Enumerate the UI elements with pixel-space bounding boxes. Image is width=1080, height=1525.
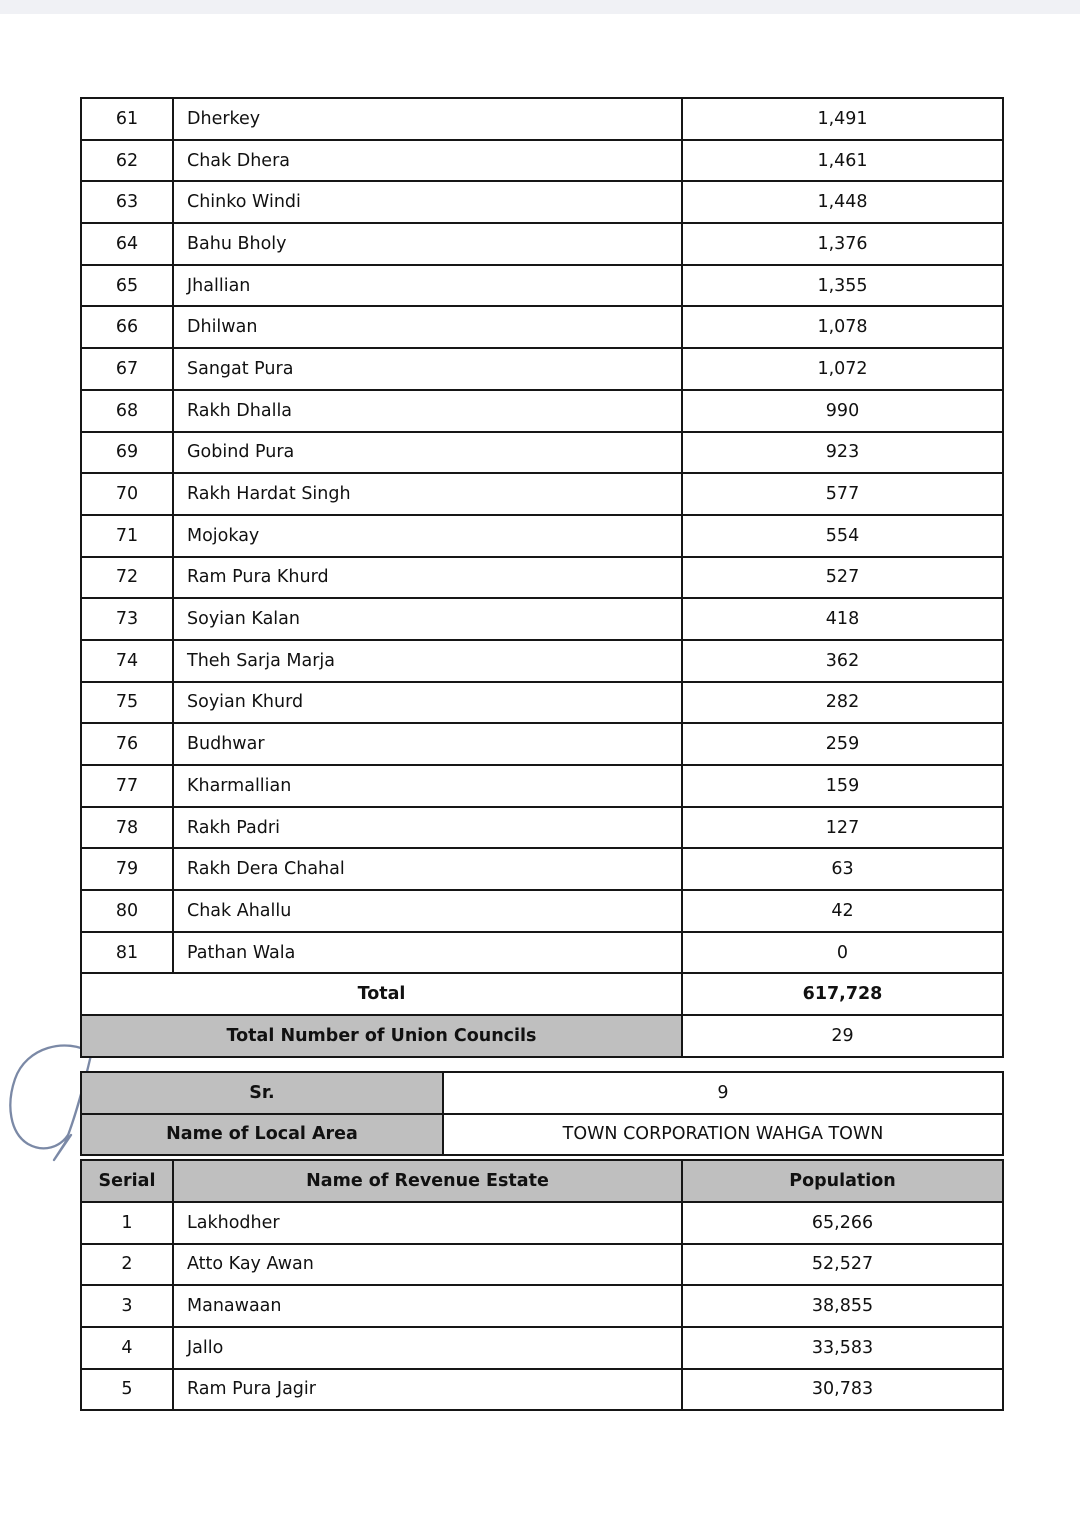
revenue-estate-name-cell: Ram Pura Khurd: [173, 557, 682, 599]
revenue-estate-name-cell: Pathan Wala: [173, 932, 682, 974]
sr-value: 9: [443, 1072, 1003, 1114]
table-row: [81, 390, 1003, 432]
population-cell: 38,855: [682, 1285, 1003, 1327]
revenue-estate-name-cell: Jallo: [173, 1327, 682, 1369]
table-row: [81, 557, 1003, 599]
table-row: [81, 723, 1003, 765]
revenue-estate-name-cell: Dherkey: [173, 98, 682, 140]
revenue-estate-name-cell: Ram Pura Jagir: [173, 1369, 682, 1411]
serial-cell: 80: [81, 890, 173, 932]
table-row: [81, 1369, 1003, 1411]
total-label: Total: [81, 973, 682, 1015]
revenue-estate-name-cell: Lakhodher: [173, 1202, 682, 1244]
population-cell: 259: [682, 723, 1003, 765]
serial-cell: 64: [81, 223, 173, 265]
population-cell: 990: [682, 390, 1003, 432]
population-cell: 1,376: [682, 223, 1003, 265]
revenue-estate-name-cell: Dhilwan: [173, 306, 682, 348]
revenue-estate-name-cell: Soyian Khurd: [173, 682, 682, 724]
table-row: [81, 890, 1003, 932]
revenue-estate-name-cell: Mojokay: [173, 515, 682, 557]
revenue-estate-name-cell: Sangat Pura: [173, 348, 682, 390]
revenue-estate-name-cell: Jhallian: [173, 265, 682, 307]
population-cell: 418: [682, 598, 1003, 640]
table-row: [81, 682, 1003, 724]
serial-cell: 62: [81, 140, 173, 182]
serial-cell: 4: [81, 1327, 173, 1369]
union-councils-row: [81, 1015, 1003, 1057]
serial-cell: 3: [81, 1285, 173, 1327]
population-cell: 0: [682, 932, 1003, 974]
table-row: [81, 432, 1003, 474]
serial-cell: 5: [81, 1369, 173, 1411]
revenue-estate-name-cell: Chak Dhera: [173, 140, 682, 182]
revenue-estate-name-cell: Rakh Dhalla: [173, 390, 682, 432]
serial-cell: 75: [81, 682, 173, 724]
sr-label: Sr.: [81, 1072, 443, 1114]
serial-cell: 63: [81, 181, 173, 223]
table-row: [81, 1244, 1003, 1286]
population-cell: 1,355: [682, 265, 1003, 307]
population-cell: 33,583: [682, 1327, 1003, 1369]
local-area-value: TOWN CORPORATION WAHGA TOWN: [443, 1114, 1003, 1156]
table-row: [81, 1327, 1003, 1369]
serial-cell: 69: [81, 432, 173, 474]
population-cell: 127: [682, 807, 1003, 849]
table-row: [81, 223, 1003, 265]
local-area-row: [81, 1114, 1003, 1156]
total-row: [81, 973, 1003, 1015]
population-cell: 159: [682, 765, 1003, 807]
serial-cell: 77: [81, 765, 173, 807]
table-row: [81, 515, 1003, 557]
table-row: [81, 306, 1003, 348]
table-row: [81, 848, 1003, 890]
population-cell: 1,491: [682, 98, 1003, 140]
population-cell: 1,072: [682, 348, 1003, 390]
serial-cell: 68: [81, 390, 173, 432]
revenue-estate-name-cell: Rakh Padri: [173, 807, 682, 849]
top-strip: [0, 0, 1080, 14]
total-value: 617,728: [682, 973, 1003, 1015]
population-table-continued: [80, 97, 1004, 1058]
population-cell: 1,448: [682, 181, 1003, 223]
population-cell: 52,527: [682, 1244, 1003, 1286]
serial-cell: 78: [81, 807, 173, 849]
table-row: [81, 765, 1003, 807]
table-row: [81, 598, 1003, 640]
table-row: [81, 98, 1003, 140]
population-cell: 527: [682, 557, 1003, 599]
population-cell: 42: [682, 890, 1003, 932]
document-content: [80, 97, 1002, 1411]
population-header: Population: [682, 1160, 1003, 1202]
serial-cell: 66: [81, 306, 173, 348]
revenue-estate-name-cell: Atto Kay Awan: [173, 1244, 682, 1286]
table-row: [81, 473, 1003, 515]
table-row: [81, 348, 1003, 390]
serial-cell: 71: [81, 515, 173, 557]
population-cell: 362: [682, 640, 1003, 682]
revenue-estate-header-row: [81, 1160, 1003, 1202]
revenue-estate-name-cell: Gobind Pura: [173, 432, 682, 474]
revenue-estate-table-body: [81, 1202, 1003, 1410]
table-row: [81, 640, 1003, 682]
population-cell: 282: [682, 682, 1003, 724]
serial-cell: 1: [81, 1202, 173, 1244]
revenue-estate-name-cell: Rakh Dera Chahal: [173, 848, 682, 890]
table-row: [81, 932, 1003, 974]
revenue-estate-name-cell: Chinko Windi: [173, 181, 682, 223]
revenue-estate-name-cell: Kharmallian: [173, 765, 682, 807]
union-councils-label: Total Number of Union Councils: [81, 1015, 682, 1057]
population-cell: 63: [682, 848, 1003, 890]
revenue-estate-name-cell: Rakh Hardat Singh: [173, 473, 682, 515]
revenue-estate-name-cell: Budhwar: [173, 723, 682, 765]
serial-cell: 70: [81, 473, 173, 515]
population-table-body: [81, 98, 1003, 973]
population-cell: 30,783: [682, 1369, 1003, 1411]
population-cell: 1,078: [682, 306, 1003, 348]
table-row: [81, 265, 1003, 307]
revenue-estate-name-cell: Theh Sarja Marja: [173, 640, 682, 682]
population-cell: 1,461: [682, 140, 1003, 182]
population-cell: 65,266: [682, 1202, 1003, 1244]
serial-cell: 73: [81, 598, 173, 640]
serial-cell: 74: [81, 640, 173, 682]
population-cell: 577: [682, 473, 1003, 515]
local-area-label: Name of Local Area: [81, 1114, 443, 1156]
revenue-estate-name-header: Name of Revenue Estate: [173, 1160, 682, 1202]
population-cell: 554: [682, 515, 1003, 557]
sr-row: [81, 1072, 1003, 1114]
table-row: [81, 1285, 1003, 1327]
revenue-estate-name-cell: Chak Ahallu: [173, 890, 682, 932]
serial-cell: 61: [81, 98, 173, 140]
revenue-estate-name-cell: Soyian Kalan: [173, 598, 682, 640]
serial-cell: 67: [81, 348, 173, 390]
population-cell: 923: [682, 432, 1003, 474]
serial-cell: 65: [81, 265, 173, 307]
revenue-estate-name-cell: Manawaan: [173, 1285, 682, 1327]
serial-cell: 81: [81, 932, 173, 974]
table-row: [81, 181, 1003, 223]
local-area-info-block: [80, 1071, 1004, 1156]
table-row: [81, 1202, 1003, 1244]
table-row: [81, 807, 1003, 849]
serial-cell: 79: [81, 848, 173, 890]
revenue-estate-name-cell: Bahu Bholy: [173, 223, 682, 265]
union-councils-value: 29: [682, 1015, 1003, 1057]
serial-cell: 2: [81, 1244, 173, 1286]
serial-cell: 76: [81, 723, 173, 765]
serial-header: Serial: [81, 1160, 173, 1202]
table-row: [81, 140, 1003, 182]
serial-cell: 72: [81, 557, 173, 599]
revenue-estate-table: [80, 1159, 1004, 1411]
